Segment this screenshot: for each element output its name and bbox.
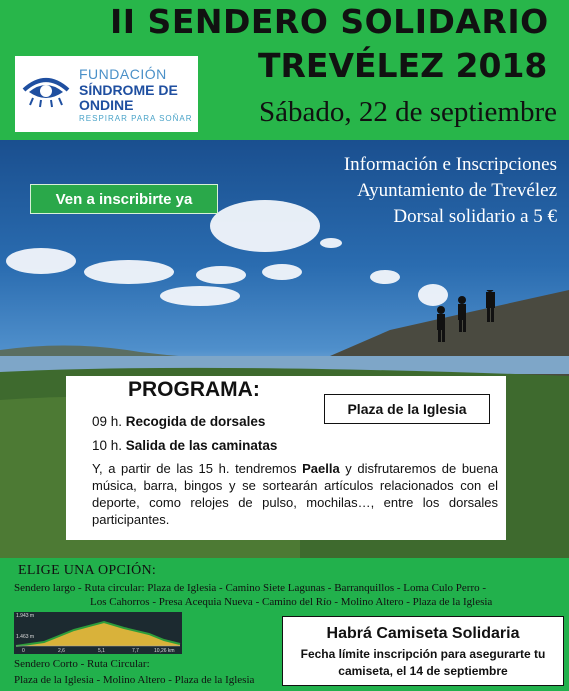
eye-logo-icon	[21, 68, 71, 108]
info-line-2: Ayuntamiento de Trevélez	[357, 180, 557, 201]
cloud	[370, 270, 400, 284]
long-route-line-1: Sendero largo - Ruta circular: Plaza de Iglesia - Camino Siete Lagunas - Barranquillos - Loma Culo Perro -	[14, 582, 487, 594]
programa-description	[92, 460, 498, 528]
description-highlight: Paella	[302, 461, 340, 476]
profile-tick: 2,6	[58, 648, 65, 654]
options-heading: ELIGE UNA OPCIÓN:	[18, 563, 157, 578]
location-label: Plaza de la Iglesia	[324, 394, 490, 424]
short-route-line-2: Plaza de la Iglesia - Molino Altero - Plaza de la Iglesia	[14, 674, 255, 686]
cloud	[6, 248, 76, 274]
event-title-line-2: TREVÉLEZ 2018	[258, 46, 548, 85]
cloud	[262, 264, 302, 280]
logo-line-3: ONDINE	[79, 97, 134, 113]
info-line-3: Dorsal solidario a 5 €	[393, 206, 557, 227]
event-title-line-1: II SENDERO SOLIDARIO	[110, 2, 549, 41]
logo-line-2: SÍNDROME DE	[79, 82, 178, 98]
profile-label: 1.943 m	[16, 613, 35, 619]
signup-button[interactable]: Ven a inscribirte ya	[30, 184, 218, 214]
profile-label: 1.463 m	[16, 634, 35, 640]
description-part-2: y disfrutaremos de buena música, barra, bingos y se sortearán artículos relacionados con el deporte, como relojes de pulso, mochilas…, entre los dorsales participantes.	[92, 461, 498, 527]
profile-tick: 0	[22, 648, 25, 654]
schedule-item-1	[92, 414, 265, 429]
cloud	[84, 260, 174, 284]
schedule-text: Recogida de dorsales	[125, 414, 266, 429]
foundation-logo	[15, 56, 198, 132]
tshirt-deadline: Fecha límite inscripción para asegurarte tu camiseta, el 14 de septiembre	[300, 647, 546, 678]
short-route-line-1: Sendero Corto - Ruta Circular:	[14, 658, 150, 670]
schedule-time: 10 h.	[92, 438, 123, 453]
schedule-item-2	[92, 438, 277, 453]
event-date: Sábado, 22 de septiembre	[259, 96, 557, 128]
tshirt-notice	[282, 616, 564, 686]
profile-tick: 10,26 km	[154, 648, 175, 654]
cloud	[320, 238, 342, 248]
profile-tick: 7,7	[132, 648, 139, 654]
logo-tagline: RESPIRAR PARA SOÑAR	[79, 114, 193, 123]
programa-box	[66, 376, 506, 540]
profile-tick: 5,1	[98, 648, 105, 654]
tshirt-title: Habrá Camiseta Solidaria	[326, 625, 520, 642]
cloud	[196, 266, 246, 284]
elevation-profile	[14, 612, 182, 654]
description-part-1: Y, a partir de las 15 h. tendremos	[92, 461, 297, 476]
schedule-text: Salida de las caminatas	[125, 438, 278, 453]
cloud	[210, 200, 320, 252]
long-route-line-2: Los Cahorros - Presa Acequia Nueva - Camino del Río - Molino Altero - Plaza de la Iglesia	[90, 596, 493, 608]
logo-line-1: FUNDACIÓN	[79, 66, 167, 82]
info-line-1: Información e Inscripciones	[343, 154, 557, 175]
programa-title: PROGRAMA:	[128, 378, 260, 401]
schedule-time: 09 h.	[92, 414, 123, 429]
